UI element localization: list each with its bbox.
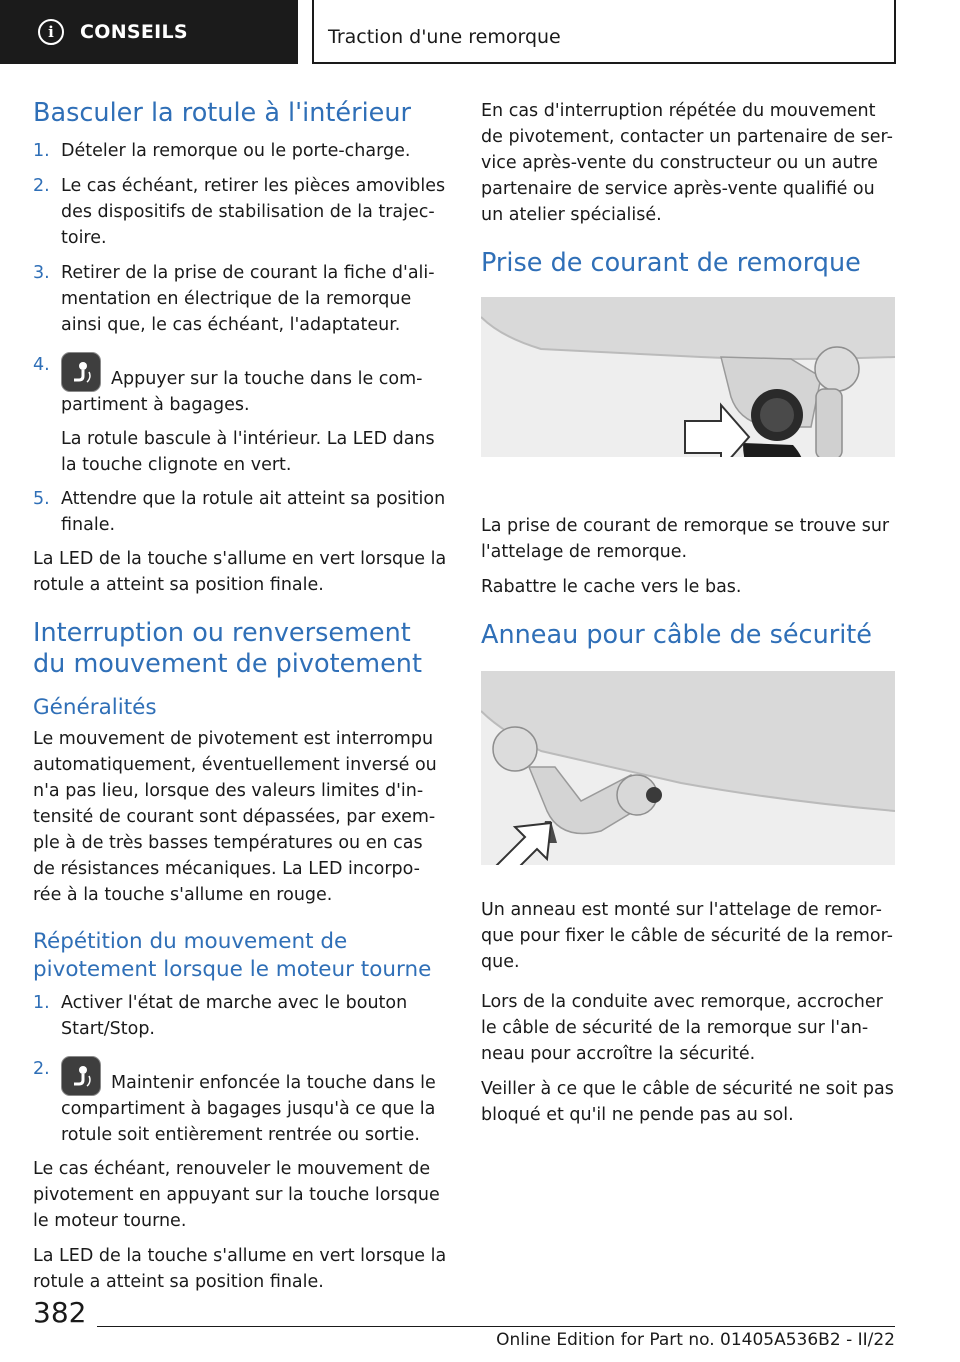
footer-divider bbox=[97, 1326, 895, 1327]
paragraph: La LED de la touche s'allume en vert lorsque la rotule a atteint sa position finale. bbox=[33, 1246, 447, 1292]
left-column bbox=[33, 98, 448, 1295]
paragraph: La prise de courant de remorque se trouve sur l'attelage de remorque. bbox=[481, 516, 890, 562]
paragraph: Un anneau est monté sur l'attelage de remor-que pour fixer le câble de sécurité de la remor-que. bbox=[481, 900, 893, 972]
heading-trailer-socket: Prise de courant de remorque bbox=[481, 248, 861, 278]
list-item: 4. Appuyer sur la touche dans le com-partiment à bagages. bbox=[33, 352, 448, 418]
chapter-title: Traction d'une remorque bbox=[328, 26, 561, 48]
heading-interruption: Interruption ou renversement du mouvement de pivotement bbox=[33, 618, 422, 679]
paragraph: Rabattre le cache vers le bas. bbox=[481, 577, 742, 597]
list-item: 1. Dételer la remorque ou le porte-charge. bbox=[33, 141, 411, 161]
trailer-hitch-button-icon bbox=[61, 352, 101, 392]
trailer-hitch-button-icon bbox=[61, 1056, 101, 1096]
chapter-header bbox=[312, 0, 896, 64]
list-item: 3. Retirer de la prise de courant la fiche d'ali-mentation en électrique de la remorque ainsi que, le cas échéant, l'adaptateur. bbox=[33, 263, 435, 335]
page-number: 382 bbox=[33, 1296, 87, 1329]
section-tab bbox=[0, 0, 298, 64]
info-icon: i bbox=[38, 19, 64, 45]
safety-cable-ring-image bbox=[481, 671, 895, 865]
paragraph: Lors de la conduite avec remorque, accrocher le câble de sécurité de la remorque sur l'an-neau pour accroître la sécurité. bbox=[481, 992, 883, 1064]
list-item: 2. Le cas échéant, retirer les pièces amovibles des dispositifs de stabilisation de la trajec-toire. bbox=[33, 176, 446, 248]
step-note: La rotule bascule à l'intérieur. La LED dans la touche clignote en vert. bbox=[61, 429, 435, 475]
paragraph: Veiller à ce que le câble de sécurité ne soit pas bloqué et qu'il ne pende pas au sol. bbox=[481, 1079, 894, 1125]
heading-swivel-in: Basculer la rotule à l'intérieur bbox=[33, 98, 411, 128]
paragraph: La LED de la touche s'allume en vert lorsque la rotule a atteint sa position finale. bbox=[33, 549, 447, 595]
paragraph: En cas d'interruption répétée du mouvement de pivotement, contacter un partenaire de ser-vice après-vente du constructeur ou un autre partenaire de service après-vente qualifié ou un atelier spécialisé. bbox=[481, 101, 893, 225]
section-label: CONSEILS bbox=[80, 21, 188, 43]
right-column bbox=[481, 98, 896, 1128]
paragraph: Le mouvement de pivotement est interrompu automatiquement, éventuellement inversé ou n'a pas lieu, lorsque des valeurs limites d'in-tensité de courant sont dépassées, par exem-ple à de très basses températures ou en cas de résistances mécaniques. La LED incorpo-rée à la touche s'allume en rouge. bbox=[33, 729, 437, 905]
list-item: 2. Maintenir enfoncée la touche dans le compartiment à bagages jusqu'à ce que la rotule soit entièrement rentrée ou sortie. bbox=[33, 1056, 448, 1148]
paragraph: Le cas échéant, renouveler le mouvement de pivotement en appuyant sur la touche lorsque le moteur tourne. bbox=[33, 1159, 440, 1231]
list-item: 1. Activer l'état de marche avec le bouton Start/Stop. bbox=[33, 993, 408, 1039]
trailer-socket-image bbox=[481, 297, 895, 457]
subheading-general: Généralités bbox=[33, 695, 157, 720]
subheading-repeat: Répétition du mouvement de pivotement lorsque le moteur tourne bbox=[33, 929, 432, 982]
heading-safety-ring: Anneau pour câble de sécurité bbox=[481, 620, 872, 650]
list-item: 5. Attendre que la rotule ait atteint sa position finale. bbox=[33, 489, 446, 535]
edition-footer: Online Edition for Part no. 01405A536B2 - II/22 bbox=[496, 1330, 895, 1350]
